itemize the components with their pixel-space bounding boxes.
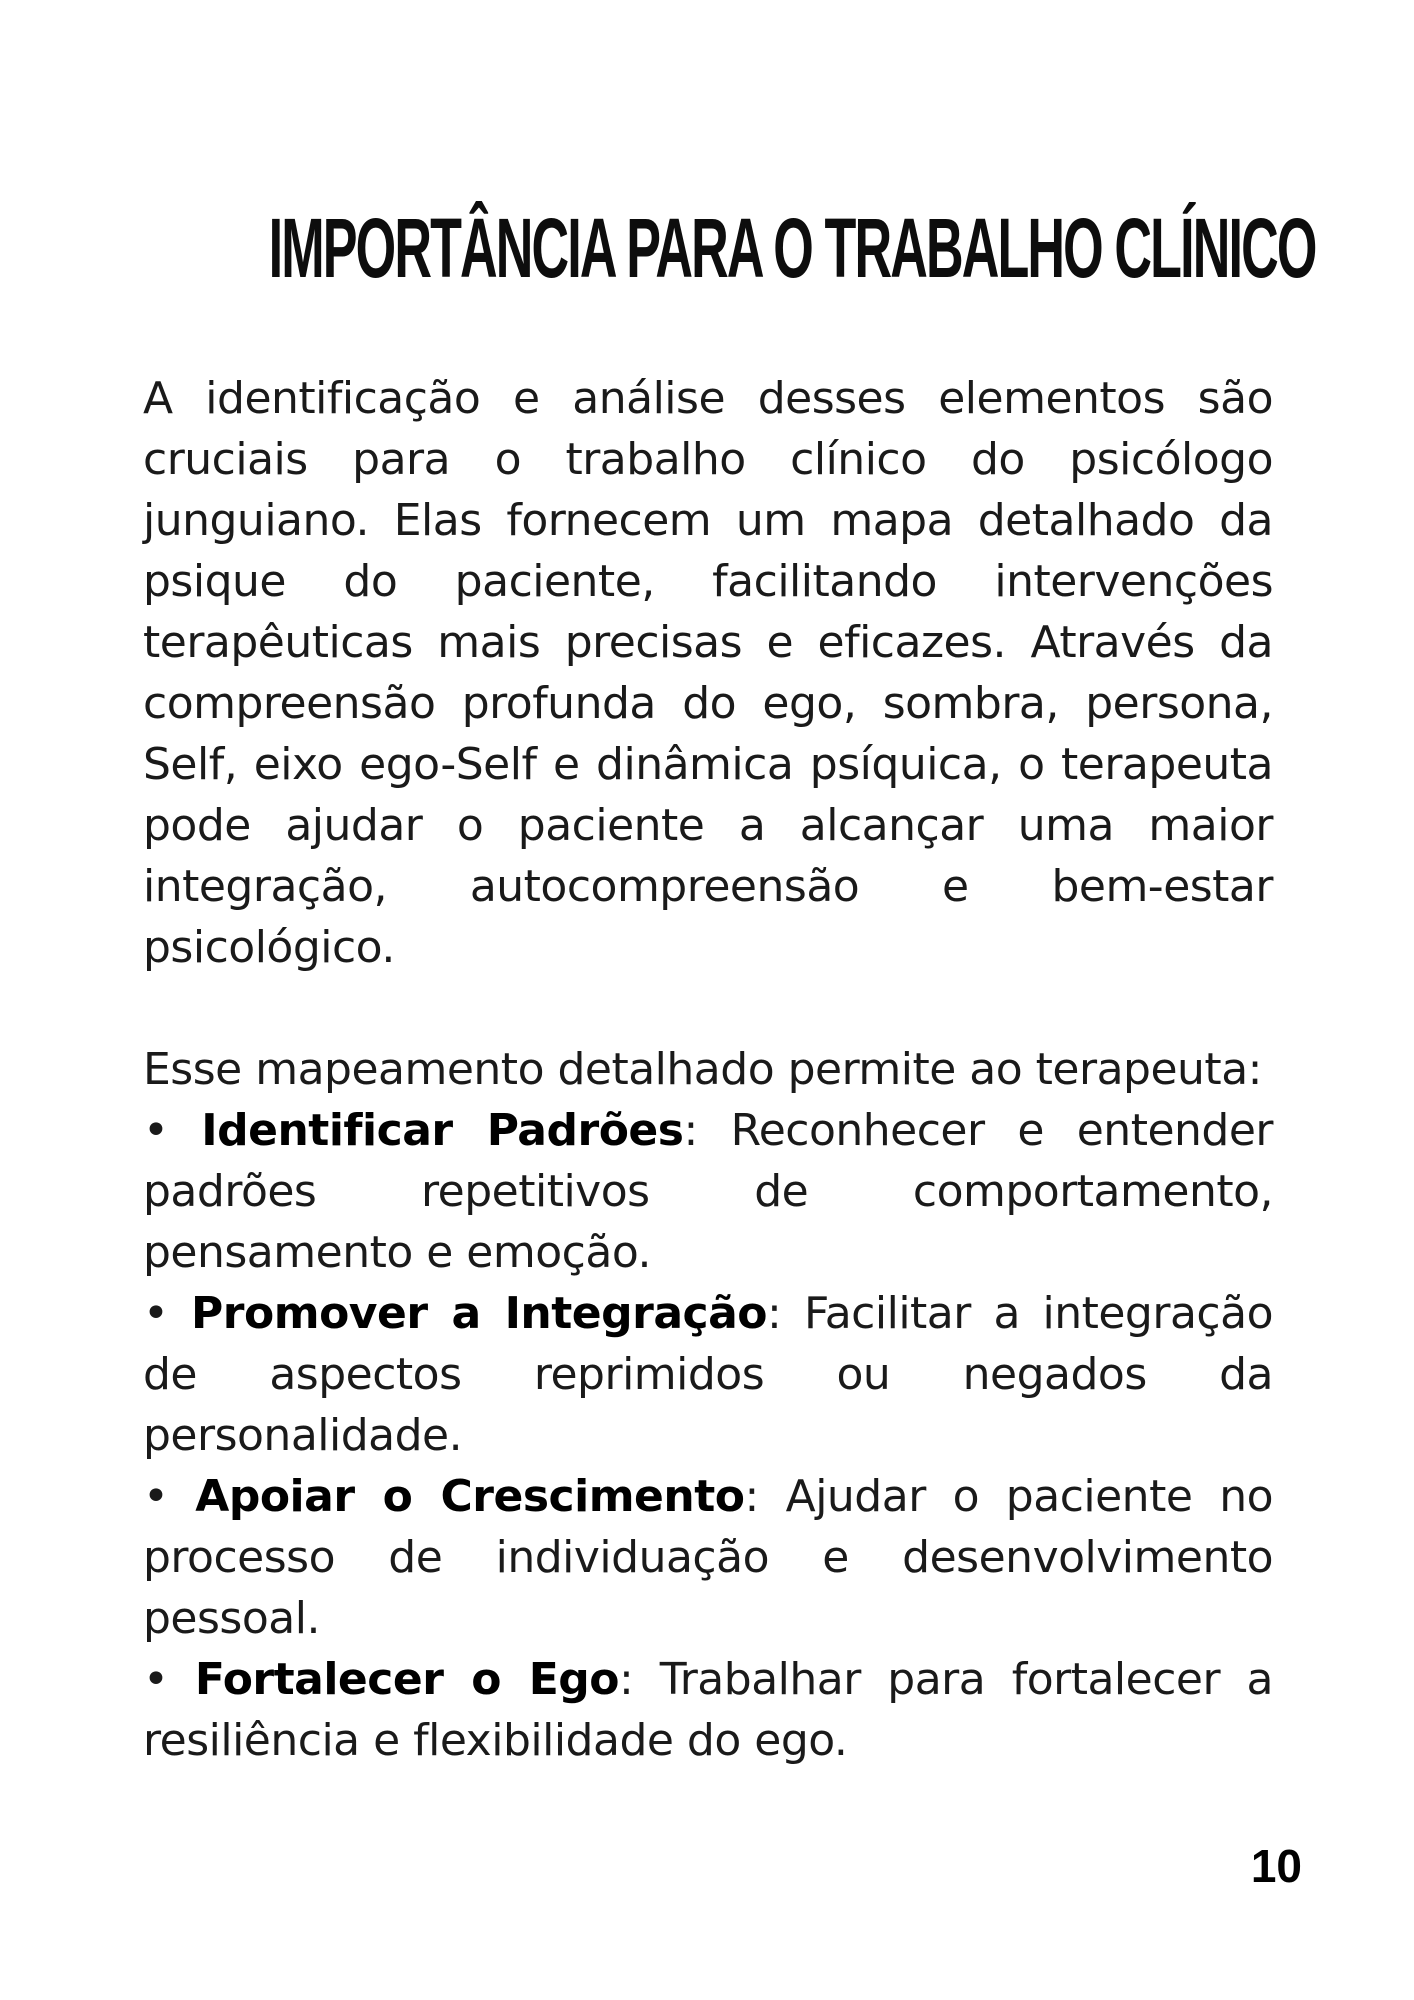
- list-item: [143, 1283, 1273, 1466]
- bullet-text: : Ajudar o paciente no processo de individuação e desenvolvimento pessoal.: [143, 1471, 1273, 1644]
- page-title: IMPORTÂNCIA PARA O TRABALHO CLÍNICO: [268, 201, 1316, 296]
- page-number: 10: [1250, 1840, 1302, 1892]
- bullet-term: Fortalecer o Ego: [194, 1654, 620, 1705]
- bullet-text: : Trabalhar para fortalecer a resiliência e flexibilidade do ego.: [143, 1654, 1273, 1766]
- bullet-text: : Reconhecer e entender padrões repetitivos de comportamento, pensamento e emoção.: [143, 1105, 1273, 1278]
- list-item: [143, 1466, 1273, 1649]
- body-text: [143, 368, 1273, 1771]
- bullet-term: Apoiar o Crescimento: [195, 1471, 745, 1522]
- bullet-marker: •: [143, 1471, 169, 1522]
- paragraph-importance: A identificação e análise desses elementos são cruciais para o trabalho clínico do psicólogo junguiano. Elas fornecem um mapa detalhado da psique do paciente, facilitando intervenções terapêuticas mais precisas e eficazes. Através da compreensão profunda do ego, sombra, persona, Self, eixo ego-Self e dinâmica psíquica, o terapeuta pode ajudar o paciente a alcançar uma maior integração, autocompreensão e bem-estar psicológico.: [143, 373, 1273, 973]
- list-item: [143, 1649, 1273, 1771]
- bullet-term: Promover a Integração: [191, 1288, 768, 1339]
- paragraph-intro: Esse mapeamento detalhado permite ao terapeuta:: [143, 1044, 1262, 1095]
- bullet-text: : Facilitar a integração de aspectos reprimidos ou negados da personalidade.: [143, 1288, 1273, 1461]
- bullet-marker: •: [143, 1105, 169, 1156]
- list-item: [143, 1100, 1273, 1283]
- bullet-term: Identificar Padrões: [201, 1105, 684, 1156]
- bullet-marker: •: [143, 1654, 169, 1705]
- bullet-marker: •: [143, 1288, 169, 1339]
